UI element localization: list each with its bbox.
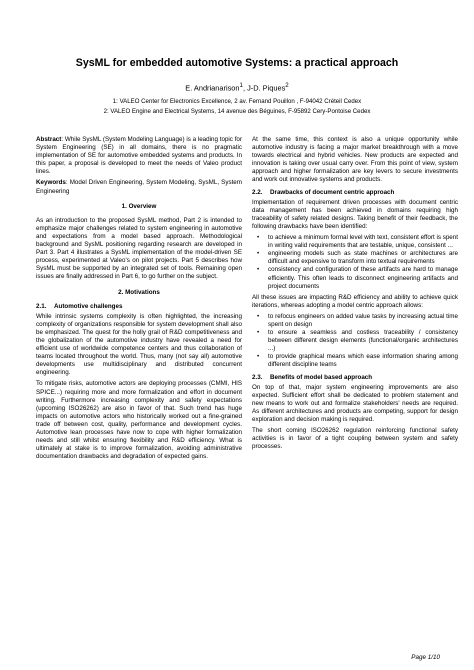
affiliation-line: 2: VALEO Engine and Electrical Systems, 14 avenue des Béguines, F-95892 Cery-Pontoise Cedex xyxy=(103,107,371,115)
list-item: • to ensure a seamless and costless traceability / consistency between different design elements (functional/organic architectures ...) xyxy=(268,329,458,353)
subsection-title: Drawbacks of document centric approach xyxy=(270,188,395,196)
overview-paragraph: As an introduction to the proposed SysML method, Part 2 is intended to emphasize major challenges related to system engineering in automotive and expectations from a model based approach. Methodological background and SysML positioning regarding research are developed in Part 3. Part 4 illustrates a SysML implementation of the model-driven SE process, experimented at Valeo's on pilot projects. Part 5 describes how SysML must be supported by an integrated set of tools. Remaining open issues are finally addressed in Part 6, to go further on the subject. xyxy=(36,216,242,281)
model-centric-benefits-list xyxy=(252,313,458,370)
drawbacks-outro: All these issues are impacting R&D efficiency and ability to achieve quick iterations, whereas adopting a model centric approach allows: xyxy=(252,293,458,309)
section-heading-motivations: 2. Motivations xyxy=(118,288,160,296)
author-name: E. Andrianarison xyxy=(185,83,240,93)
subsection-number: 2.1. xyxy=(36,302,47,310)
affiliations xyxy=(0,97,474,116)
list-item: • to refocus engineers on added value tasks by increasing actual time spent on design xyxy=(268,313,458,329)
keywords-label: Keywords xyxy=(36,179,66,187)
author-affil-marker: 1 xyxy=(239,82,243,89)
drawbacks-intro: Implementation of requirement driven processes with document centric data management has been achieved in domains requiring high traceability of safety related designs. Taking benefit of their feedback, the following drawbacks have been identified: xyxy=(252,198,458,230)
subsection-heading-challenges xyxy=(36,303,242,311)
abstract-text: : While SysML (System Modeling Language) is a leading topic for System Engineering (SE) in all domains, there is no pragmatic implementation of SE for automotive embedded systems and products. In this paper, a proposal is developed to meet the needs of Valeo product lines. xyxy=(36,136,242,176)
author-separator: , xyxy=(242,83,248,93)
left-column xyxy=(36,136,242,464)
keywords xyxy=(36,179,242,195)
list-item: • to achieve a minimum formal level with text, consistent effort is spent in writing valid requirements that are testable, unique, consistent ... xyxy=(268,234,458,250)
right-column xyxy=(252,136,458,454)
authors-line xyxy=(0,81,474,93)
subsection-title: Benefits of model based approach xyxy=(270,373,373,381)
subsection-number: 2.2. xyxy=(252,188,263,196)
paper-title: SysML for embedded automotive Systems: a practical approach xyxy=(75,57,399,69)
page-number: Page 1/10 xyxy=(411,654,440,661)
affiliation-line: 1: VALEO Center for Electronics Excellence, 2 av. Fernand Pouillon , F-94042 Créteil Cedex xyxy=(112,98,362,105)
benefits-paragraph: On top of that, major system engineering improvements are also expected. Sufficient effort shall be dedicated to problem statement and new means to work out and formalize stakeholders' needs are required. As different architectures and products are competing, support for design exploration and decision making is required. xyxy=(252,383,458,423)
keywords-text: : Model Driven Engineering, System Modeling, SysML, System Engineering xyxy=(36,179,242,195)
abstract xyxy=(36,136,242,176)
subsection-number: 2.3. xyxy=(252,373,263,381)
subsection-title: Automotive challenges xyxy=(54,302,123,310)
challenges-paragraph: While intrinsic systems complexity is often highlighted, the increasing complexity of organizations responsible for system development shall also be emphasized. The quest for the holly grail of R&D competitiveness and the globalization of the automotive industry have revealed a need for efficient use of worldwide competence centers and thus collaboration of teams located throughout the world. Thus, many (not say all) automotive developments use multidisciplinary and distributed concurrent engineering. xyxy=(36,312,242,377)
subsection-heading-drawbacks xyxy=(252,189,458,197)
list-item: • to provide graphical means which ease information sharing among different discipline teams xyxy=(268,353,458,369)
challenges-paragraph: To mitigate risks, automotive actors are deploying processes (CMMI, HIS SPICE...) requiring more and more formalization and effort in document writing. Furthermore increasing complexity and safety expectations (upcoming ISO26262) are also in favor of that. Such trend has huge impacts on automotive actors who historically worked out a fine-grained trade off between cost, quality, performance and development cycles. Automotive lean processes have now to cope with higher formalization needs and still whilst ensuring flexibility and R&D efficiency. What is ultimately at stake is to improve formalization, avoiding administrative documentation drawbacks and degradation of expected gains. xyxy=(36,380,242,461)
author-name: J-D. Piques xyxy=(247,83,286,93)
author-affil-marker: 2 xyxy=(285,82,289,89)
list-item: • engineering models such as state machines or architectures are difficult and expensive to transform into textual requirements xyxy=(268,250,458,266)
benefits-paragraph: The short coming ISO26262 regulation reinforcing functional safety activities is in favor of a tight coupling between system and safety processes. xyxy=(252,427,458,451)
challenges-paragraph: At the same time, this context is also a unique opportunity while automotive industry is facing a major market breakthrough with a move towards electrical and hybrid vehicles. New products are expected and innovation is taking over usual carry over. From this point of view, system approach and higher formalization are key levers to secure investments and work out innovative systems and products. xyxy=(252,136,458,184)
abstract-label: Abstract xyxy=(36,136,62,143)
subsection-heading-benefits xyxy=(252,374,458,382)
section-heading-overview: 1. Overview xyxy=(121,202,157,210)
list-item: • consistency and configuration of these artifacts are hard to manage efficiently. This often leads to disconnect engineering artifacts and project documents xyxy=(268,266,458,290)
drawbacks-list xyxy=(252,234,458,291)
